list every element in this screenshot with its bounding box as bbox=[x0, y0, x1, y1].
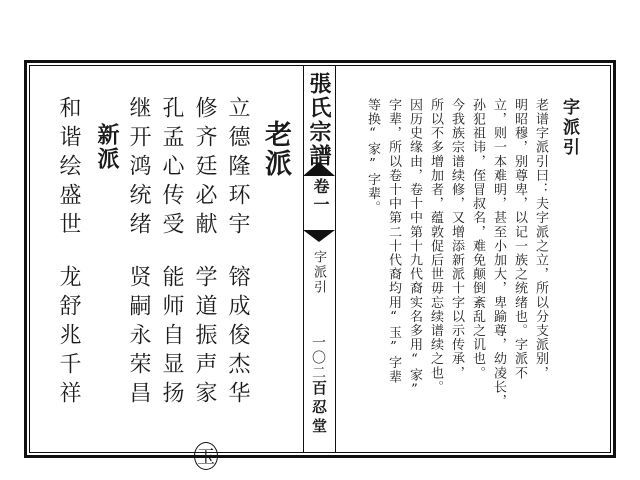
right-page-line-8: 字辈，所以卷十中第二十代裔均用“玉”字辈 bbox=[386, 98, 401, 384]
new-lineage-title: 新派 bbox=[94, 123, 120, 171]
spine-rule-left bbox=[303, 65, 304, 453]
spine-ornament-top bbox=[303, 162, 335, 176]
old-lineage-column-3-bottom: 能师自显扬 bbox=[159, 265, 184, 410]
old-lineage-column-2-bottom bbox=[193, 265, 218, 470]
old-lineage-column-3-top: 孔孟心传受 bbox=[159, 96, 184, 241]
spine-section: 字派引 bbox=[311, 250, 326, 295]
new-lineage-column-top: 和谐绘盛世 bbox=[56, 96, 81, 241]
spine-book-title: 張氏宗譜 bbox=[306, 72, 332, 168]
right-page-line-9: 等换“家”字辈。 bbox=[365, 98, 380, 215]
right-page-line-3: 立，则一本难明，甚至小加大，卑踰尊，幼凌长， bbox=[491, 98, 506, 409]
right-page-line-6: 所以不多增加者，蕴敦促后世毋忘续谱续之也。 bbox=[428, 98, 443, 395]
right-page-line-7: 因历史缘由，卷十中第十九代裔实名多用“家” bbox=[407, 98, 422, 399]
old-lineage-column-2-bottom-text: 学道振声家 bbox=[192, 265, 217, 410]
old-lineage-title: 老派 bbox=[260, 120, 291, 178]
right-page-line-4: 孙犯祖讳，侄冒叔名，难免颠倒紊乱之讥也。 bbox=[470, 98, 485, 380]
right-page-title: 字派引 bbox=[559, 98, 579, 158]
right-page-line-2: 明昭穆，别尊卑，以记一族之统绪也。字派不 bbox=[512, 98, 527, 380]
spine-volume: 卷一 bbox=[311, 178, 330, 214]
old-lineage-column-2-top: 修齐廷必献 bbox=[192, 96, 217, 241]
spine-ornament-bottom bbox=[303, 230, 335, 242]
old-lineage-column-1-top: 立德隆环宇 bbox=[225, 96, 250, 241]
right-page-line-5: 今我族宗谱续修，又增添新派十字以示传承， bbox=[449, 98, 464, 380]
old-lineage-column-4-bottom: 贤嗣永荣昌 bbox=[126, 265, 151, 410]
jade-mark: 玉 bbox=[194, 442, 218, 470]
old-lineage-column-4-top: 继开鸿统绪 bbox=[126, 96, 151, 241]
spine-hall-name: 百忍堂 bbox=[310, 380, 328, 437]
spine-rule-right bbox=[335, 65, 336, 453]
spine-page-number: 一〇二 bbox=[310, 335, 326, 380]
right-page-line-1: 老谱字派引曰：夫字派之立，所以分支派别， bbox=[533, 98, 548, 380]
old-lineage-column-1-bottom: 镕成俊杰华 bbox=[225, 265, 250, 410]
new-lineage-column-bottom: 龙舒兆千祥 bbox=[56, 265, 81, 410]
